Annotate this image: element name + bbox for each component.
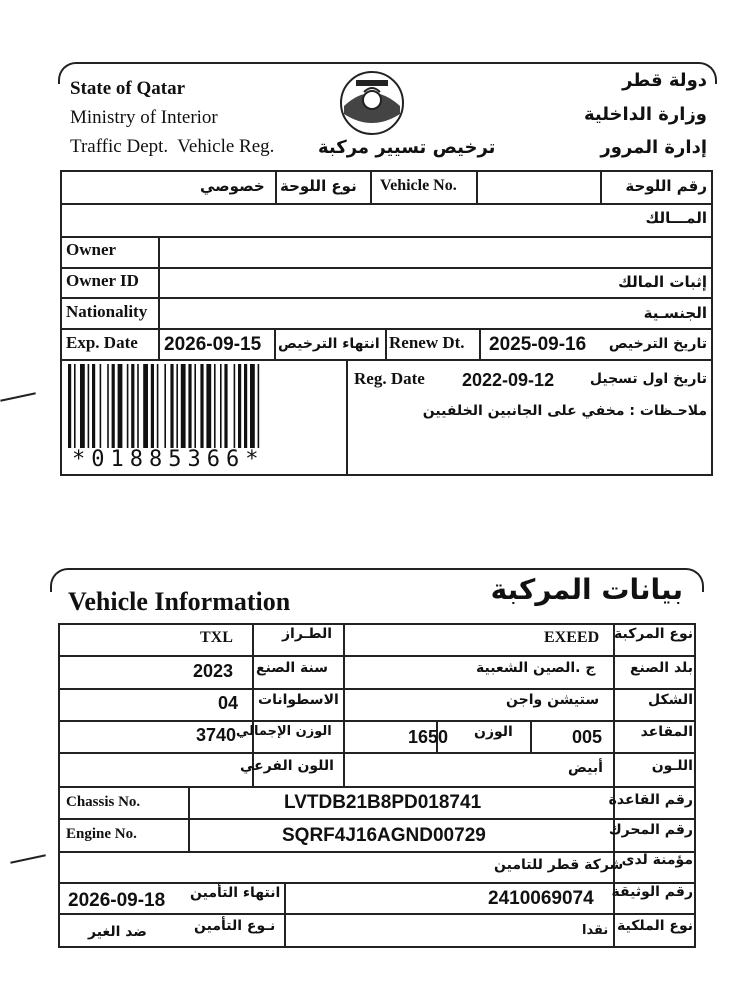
chassis-value: LVTDB21B8PD018741 [284, 792, 482, 813]
insurer-value: شركة قطر للتامين [494, 857, 624, 873]
exp-date-label-ar: انتهاء الترخيص [278, 336, 380, 352]
owner-id-label: Owner ID [66, 271, 139, 290]
vehicle-no-label: Vehicle No. [380, 177, 457, 194]
model-label: الطـراز [282, 626, 333, 642]
seats-label: المقاعد [640, 724, 693, 740]
color-value: أبيض [568, 760, 603, 776]
gross-weight-label: الوزن الإجمالي [236, 724, 332, 739]
reg-date-label: Reg. Date [354, 369, 425, 388]
dept-ar: إدارة المرور [600, 137, 707, 158]
make-label: نوع المركبة [614, 626, 693, 642]
color-label: اللـون [651, 758, 693, 774]
seats-value: 005 [572, 727, 603, 747]
ownership-value: نقدا [582, 923, 609, 938]
nationality-label-ar: الجنسـية [643, 304, 707, 322]
renew-dt-label-ar: تاريخ الترخيص [608, 336, 707, 352]
insurance-type-label: نـوع التأمين [194, 918, 276, 934]
ownership-label: نوع الملكية [617, 918, 693, 934]
owner-id-label-ar: إثبات المالك [618, 273, 707, 291]
policy-label: رقم الوثيقة [611, 884, 693, 900]
exp-date-label: Exp. Date [66, 333, 138, 352]
owner-label: Owner [66, 240, 117, 259]
reg-date-label-ar: تاريخ اول تسجيل [589, 371, 707, 387]
renew-dt-label: Renew Dt. [389, 333, 465, 352]
year-value: 2023 [193, 661, 234, 681]
barcode-number: *01885366* [72, 447, 265, 472]
state-en: State of Qatar [70, 78, 186, 99]
sub-color-label: اللون الفرعي [240, 758, 334, 774]
ministry-en: Ministry of Interior [70, 107, 218, 128]
cylinders-label: الاسطوانات [258, 692, 339, 708]
engine-label-ar: رقم المحرك [608, 822, 693, 838]
shape-value: ستيشن واجن [506, 692, 600, 708]
weight-label: الوزن [474, 724, 513, 740]
insurer-label: مؤمنة لدى [621, 852, 693, 868]
engine-value: SQRF4J16AGND00729 [282, 825, 486, 846]
owner-label-ar: المـــالك [645, 209, 707, 227]
cylinders-value: 04 [218, 693, 239, 713]
nationality-label: Nationality [66, 302, 148, 321]
license-title-ar: ترخيص تسيير مركبة [318, 137, 496, 158]
vehicle-info-title-en: Vehicle Information [68, 587, 291, 616]
vehicle-info-title-ar: بيانات المركبة [490, 573, 683, 606]
chassis-label: Chassis No. [66, 794, 141, 810]
plate-type-value: خصوصي [200, 177, 265, 195]
country-value: ج .الصين الشعبية [476, 660, 596, 676]
year-label: سنة الصنع [256, 660, 328, 676]
weight-value: 1650 [408, 727, 449, 747]
country-label: بلد الصنع [629, 660, 693, 676]
insurance-exp-label: انتهاء التأمين [190, 885, 281, 901]
engine-label: Engine No. [66, 826, 137, 842]
reg-date-value: 2022-09-12 [462, 370, 555, 390]
shape-label: الشكل [648, 692, 693, 708]
ministry-ar: وزارة الداخلية [583, 104, 707, 125]
model-value: TXL [200, 629, 233, 646]
renew-dt-value: 2025-09-16 [489, 334, 587, 355]
insurance-type-value: ضد الغير [88, 924, 147, 940]
plate-no-label: رقم اللوحة [625, 177, 707, 195]
notes: ملاحـظات : مخفي على الجانبين الخلفيين [422, 403, 707, 419]
dept-en: Traffic Dept. Vehicle Reg. [70, 136, 275, 157]
make-value: EXEED [544, 629, 600, 646]
policy-value: 2410069074 [488, 888, 594, 909]
exp-date-value: 2026-09-15 [164, 334, 262, 355]
gross-weight-value: 3740 [196, 725, 237, 745]
plate-type-label: نوع اللوحة [280, 177, 357, 195]
chassis-label-ar: رقم القاعدة [608, 792, 693, 808]
insurance-exp-value: 2026-09-18 [68, 890, 166, 911]
state-ar: دولة قطر [622, 70, 707, 91]
